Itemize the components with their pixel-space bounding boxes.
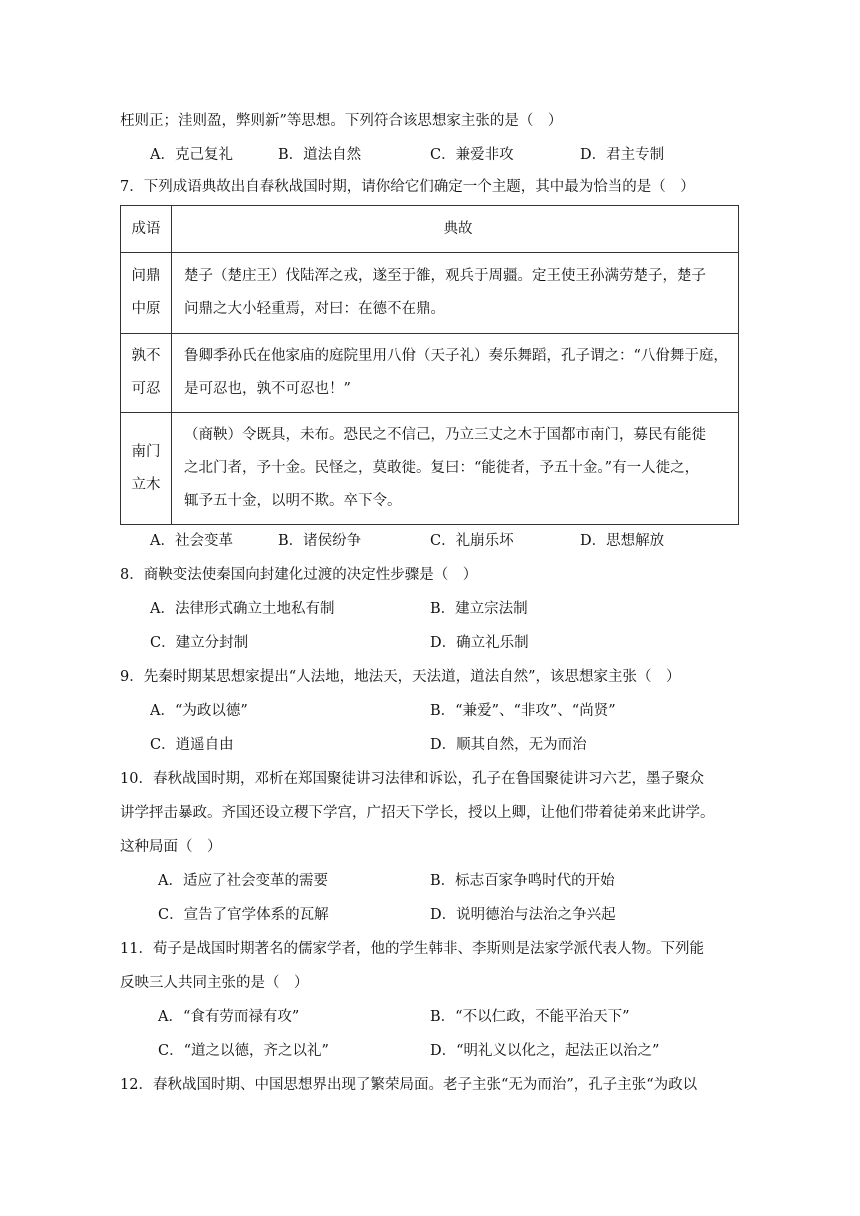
idiom-cell <box>121 253 172 334</box>
q11-option-b: B．“不以仁政，不能平治天下” <box>430 1009 630 1025</box>
q9-option-c: C．逍遥自由 <box>150 737 234 753</box>
q8-stem: 8．商鞅变法使秦国向封建化过渡的决定性步骤是（ ） <box>120 567 478 583</box>
q11-option-d: D．“明礼义以化之，起法正以治之” <box>430 1043 660 1059</box>
story-cell <box>172 413 739 525</box>
q10-option-c: C．宣告了官学体系的瓦解 <box>158 907 329 923</box>
story-line: （商鞅）令既具，未布。恐民之不信己，乃立三丈之木于国都市南门，募民有能徙 <box>184 427 706 443</box>
story-line: 楚子（楚庄王）伐陆浑之戎，遂至于雒，观兵于周疆。定王使王孙满劳楚子，楚子 <box>184 268 706 284</box>
idiom-line: 中原 <box>131 301 161 317</box>
story-line: 之北门者，予十金。民怪之，莫敢徙。复曰：“能徙者，予五十金。”有一人徙之， <box>184 460 700 476</box>
idiom-cell <box>121 334 172 413</box>
header-story-label: 典故 <box>443 220 473 237</box>
idiom-table <box>120 205 739 525</box>
table-row <box>121 253 739 334</box>
story-line: 问鼎之大小轻重焉，对曰：在德不在鼎。 <box>184 301 445 317</box>
q11-stem-line-1: 11．荀子是战国时期著名的儒家学者，他的学生韩非、李斯则是法家学派代表人物。下列能 <box>120 941 704 957</box>
story-cell <box>172 253 739 334</box>
story-line: 辄予五十金，以明不欺。卒下令。 <box>184 493 402 509</box>
q11-stem-line-2: 反映三人共同主张的是（ ） <box>120 975 309 991</box>
q8-option-c: C．建立分封制 <box>150 635 249 651</box>
q10-option-b: B．标志百家争鸣时代的开始 <box>430 873 615 889</box>
q11-option-c: C．“道之以德，齐之以礼” <box>158 1043 329 1059</box>
idiom-line: 南门 <box>131 443 161 460</box>
q7-option-c: C．礼崩乐坏 <box>430 533 514 549</box>
q8-option-b: B．建立宗法制 <box>430 601 528 617</box>
q11-option-a: A．“食有劳而禄有攻” <box>158 1009 300 1025</box>
q9-option-b: B．“兼爱”、“非攻”、“尚贤” <box>430 703 616 719</box>
idiom-line: 立木 <box>131 476 161 493</box>
q9-stem: 9．先秦时期某思想家提出“人法地，地法天，天法道，道法自然”，该思想家主张（ ） <box>120 669 681 685</box>
idiom-line: 孰不 <box>131 348 161 364</box>
idiom-cell <box>121 413 172 525</box>
q12-stem: 12．春秋战国时期、中国思想界出现了繁荣局面。老子主张“无为而治”，孔子主张“为政以 <box>120 1077 698 1093</box>
story-line: 鲁卿季孙氏在他家庙的庭院里用八佾（天子礼）奏乐舞蹈，孔子谓之：“八佾舞于庭， <box>184 348 728 364</box>
idiom-line: 可忍 <box>131 381 161 397</box>
table-header-row <box>121 206 739 253</box>
q10-stem-line-2: 讲学抨击暴政。齐国还设立稷下学宫，广招天下学长，授以上卿，让他们带着徒弟来此讲学。 <box>120 805 715 821</box>
table-row <box>121 334 739 413</box>
q10-stem-line-3: 这种局面（ ） <box>120 839 222 855</box>
q8-option-d: D．确立礼乐制 <box>430 635 529 651</box>
q7-option-d: D．思想解放 <box>580 533 665 549</box>
q6-option-a: A．克己复礼 <box>150 147 233 163</box>
table-row <box>121 413 739 525</box>
q6-option-b: B．道法自然 <box>278 147 362 163</box>
q7-option-b: B．诸侯纷争 <box>278 533 362 549</box>
q8-option-a: A．法律形式确立土地私有制 <box>150 601 335 617</box>
q6-option-d: D．君主专制 <box>580 147 665 163</box>
q9-option-a: A．“为政以德” <box>150 703 248 719</box>
q6-option-c: C．兼爱非攻 <box>430 147 514 163</box>
story-line: 是可忍也，孰不可忍也！” <box>184 381 351 397</box>
q7-stem: 7．下列成语典故出自春秋战国时期，请你给它们确定一个主题，其中最为恰当的是（ ） <box>120 179 695 195</box>
q10-stem-line-1: 10．春秋战国时期，邓析在郑国聚徒讲习法律和诉讼，孔子在鲁国聚徒讲习六艺，墨子聚众 <box>120 771 704 787</box>
q7-option-a: A．社会变革 <box>150 533 233 549</box>
q9-option-d: D．顺其自然，无为而治 <box>430 737 587 753</box>
header-idiom: 成语 <box>121 206 172 253</box>
story-cell <box>172 334 739 413</box>
q6-stem-tail: 枉则正；洼则盈，弊则新”等思想。下列符合该思想家主张的是（ ） <box>120 113 563 129</box>
q10-option-d: D．说明德治与法治之争兴起 <box>430 907 616 923</box>
header-story <box>172 206 739 253</box>
idiom-line: 问鼎 <box>131 268 161 284</box>
q10-option-a: A．适应了社会变革的需要 <box>158 873 328 889</box>
